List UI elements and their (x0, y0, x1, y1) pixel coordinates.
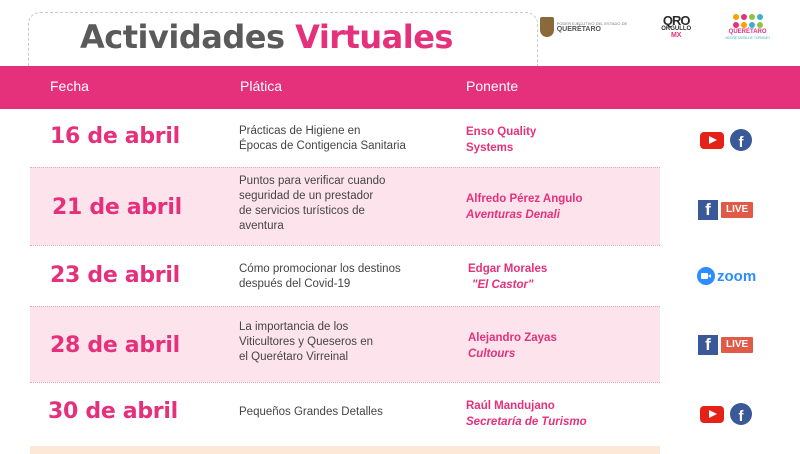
header-fecha: Fecha (50, 78, 89, 94)
logo-dot (757, 14, 763, 20)
logo-dot (749, 22, 755, 28)
logo-dot (757, 22, 763, 28)
talk-row-1 (239, 124, 406, 154)
speaker-row-2 (466, 191, 583, 223)
tourism-logo (725, 14, 770, 40)
date-row-2: 21 de abril (52, 195, 182, 220)
tourism-dots-icon (733, 14, 763, 28)
live-badge: LIVE (721, 337, 753, 353)
speaker-org: "El Castor" (472, 279, 534, 291)
talk-line: Viticultores y Queseros en (239, 336, 374, 348)
logo-dot (741, 14, 747, 20)
talk-line: Épocas de Contigencia Sanitaria (239, 140, 406, 152)
talk-line: La importancia de los (239, 321, 349, 333)
talk-row-2 (239, 174, 385, 234)
date-row-4: 28 de abril (50, 333, 180, 358)
row-divider (30, 382, 660, 383)
talk-line: el Querétaro Virreinal (239, 351, 349, 363)
speaker-name: Edgar Morales (468, 263, 548, 275)
row-divider (30, 245, 660, 246)
header-ponente: Ponente (466, 78, 519, 94)
platform-row-3 (697, 267, 756, 285)
orgullo-mx-logo (661, 12, 692, 40)
orgullo-logo-mx: MX (670, 31, 682, 39)
facebook-icon[interactable]: f (730, 129, 752, 151)
zoom-wordmark: zoom (717, 267, 757, 285)
speaker-row-1 (466, 124, 536, 156)
speaker-name: Raúl Mandujano (466, 400, 555, 412)
talk-line: seguridad de un prestador (239, 190, 374, 202)
date-row-5: 30 de abril (48, 399, 178, 424)
speaker-org: Aventuras Denali (466, 209, 560, 221)
talk-line: Puntos para verificar cuando (239, 175, 386, 187)
tourism-logo-subtitle: SECRETARÍA DE TURISMO (725, 36, 770, 40)
live-badge: LIVE (721, 202, 753, 218)
facebook-icon: f (698, 200, 718, 220)
talk-line: Cómo promocionar los destinos (239, 263, 401, 275)
header-platica: Plática (240, 78, 283, 94)
platform-row-4 (698, 335, 753, 355)
talk-line: de servicios turísticos de (239, 205, 365, 217)
talk-line: Pequeños Grandes Detalles (239, 406, 383, 418)
talk-line: después del Covid-19 (239, 278, 351, 290)
row-divider (30, 167, 660, 168)
talk-line: aventura (239, 220, 284, 232)
row-divider (30, 306, 660, 307)
facebook-icon: f (698, 335, 718, 355)
speaker-row-3 (468, 261, 547, 293)
logo-dot (749, 14, 755, 20)
orgullo-logo-orgullo: ORGULLO (661, 26, 692, 32)
talk-row-5 (239, 405, 383, 420)
speaker-name: Alejandro Zayas (468, 332, 557, 344)
facebook-icon[interactable]: f (730, 403, 752, 425)
platform-row-1 (700, 129, 752, 151)
talk-row-3 (239, 262, 401, 292)
zoom-icon[interactable] (697, 267, 756, 285)
speaker-org: Cultours (468, 348, 516, 360)
speaker-org: Systems (466, 142, 514, 154)
youtube-icon[interactable] (700, 406, 724, 423)
logo-bar (540, 12, 770, 42)
speaker-row-4 (468, 330, 557, 362)
tourism-logo-title: QUERÉTARO (728, 29, 767, 35)
youtube-icon[interactable] (700, 132, 724, 149)
bottom-strip (30, 446, 660, 454)
talk-line: Prácticas de Higiene en (239, 125, 361, 137)
facebook-live-icon[interactable] (698, 200, 753, 220)
logo-dot (733, 14, 739, 20)
date-row-1: 16 de abril (50, 124, 180, 149)
table-header (0, 66, 800, 109)
speaker-row-5 (466, 398, 587, 430)
platform-row-5 (700, 403, 752, 425)
speaker-org: Secretaría de Turismo (466, 416, 587, 428)
speaker-name: Alfredo Pérez Angulo (466, 193, 583, 205)
crest-icon (540, 17, 554, 37)
zoom-camera-icon (697, 267, 715, 285)
logo-dot (733, 22, 739, 28)
page-title (80, 18, 453, 56)
date-row-3: 23 de abril (50, 263, 180, 288)
orgullo-logo-qro: QRO (662, 12, 690, 28)
speaker-name: Enso Quality (466, 126, 537, 138)
title-part-2: Virtuales (295, 18, 453, 56)
state-logo-big-text: QUERÉTARO (556, 25, 601, 33)
logo-dot (741, 22, 747, 28)
talk-row-4 (239, 320, 373, 365)
state-logo-small-text: PODER EJECUTIVO DEL ESTADO DE (556, 20, 628, 26)
queretaro-state-logo (540, 17, 627, 37)
facebook-live-icon[interactable] (698, 335, 753, 355)
platform-row-2 (698, 200, 753, 220)
title-part-1: Actividades (80, 18, 285, 56)
